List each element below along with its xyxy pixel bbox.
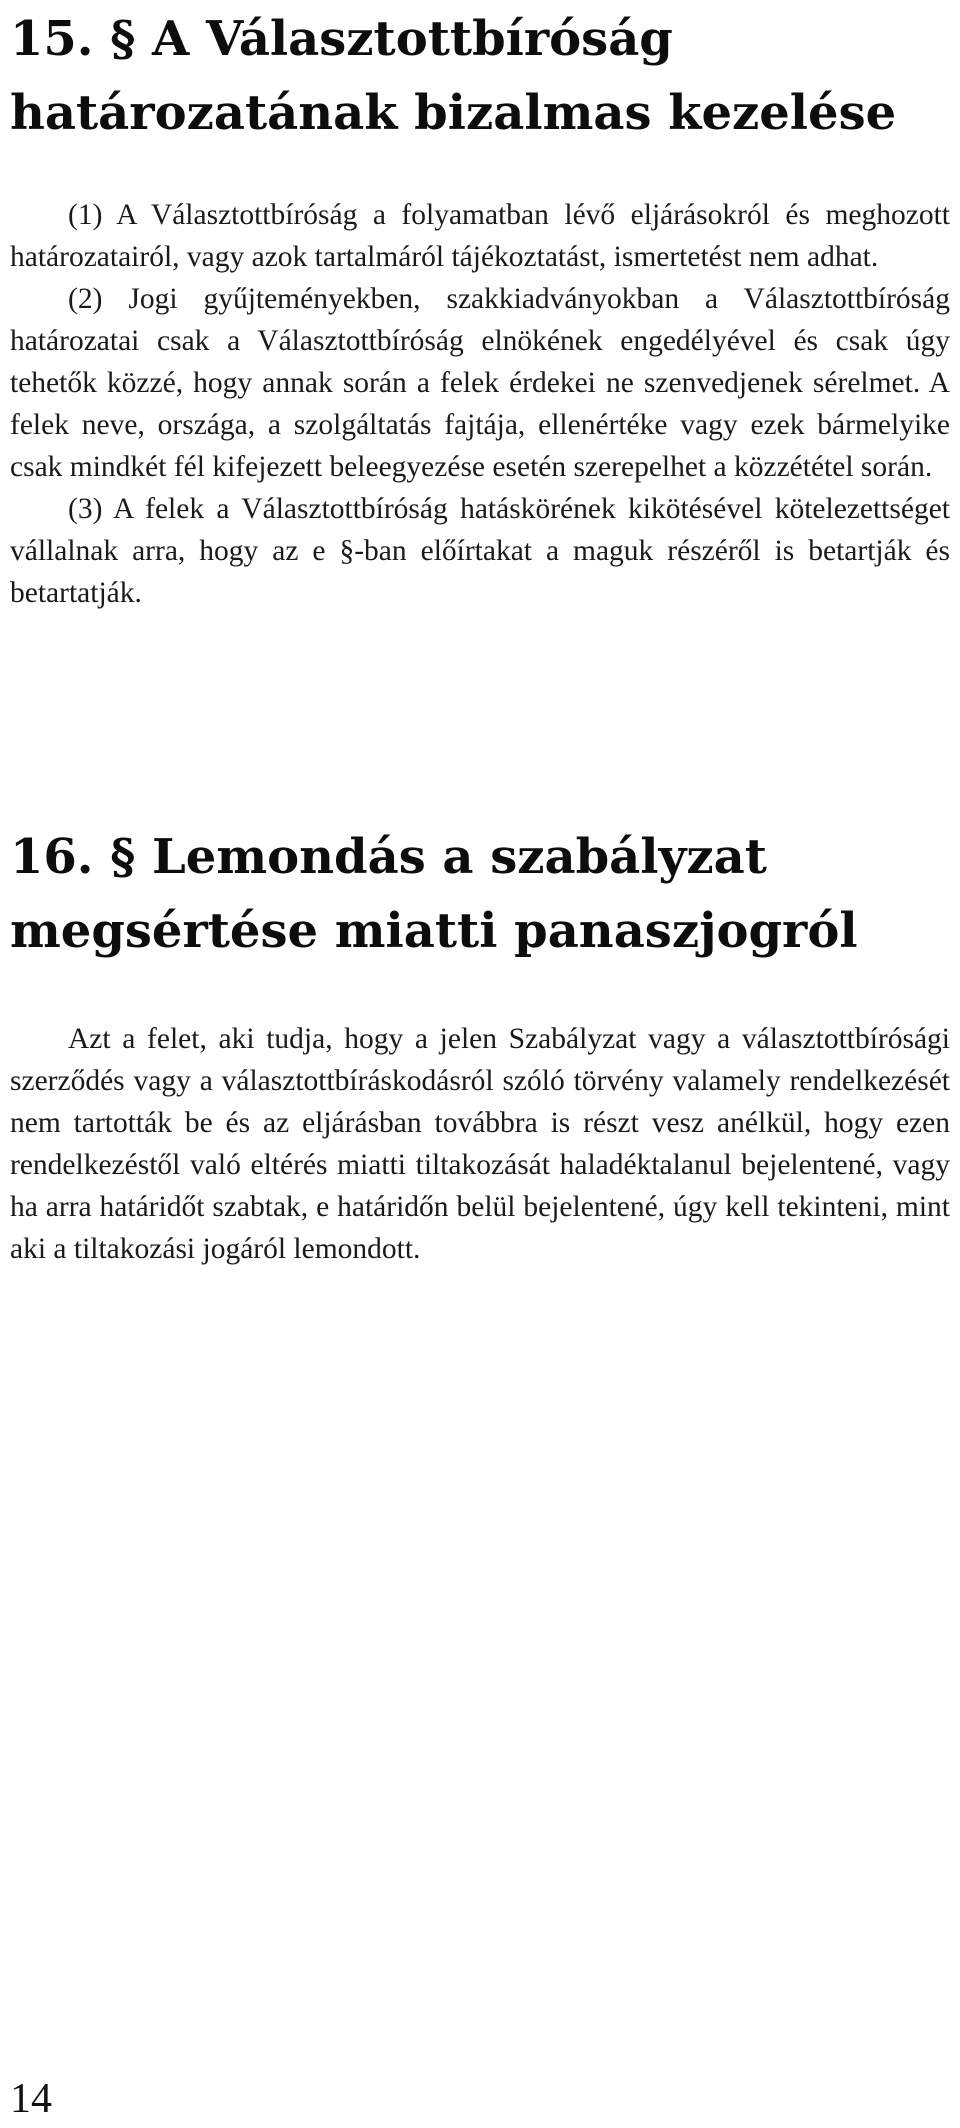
section-heading — [10, 2, 950, 150]
section-heading-line-1: 16. § Lemondás a szabályzat — [10, 829, 767, 885]
section-16 — [10, 820, 950, 1270]
section-heading-line-2: megsértése miatti panaszjogról — [10, 903, 858, 959]
document-page — [10, 0, 950, 2128]
paragraph: (3) A felek a Választottbíróság hatáskörének kikötésével kötelezettséget vállalnak arra, hogy az e §-ban előírtakat a maguk részéről is betartják és betartatják. — [10, 493, 950, 609]
paragraph: (2) Jogi gyűjteményekben, szakkiadványokban a Választottbíróság határozatai csak a Választottbíróság elnökének engedélyével és csak úgy tehetők közzé, hogy annak során a felek érdekei ne szenvedjenek sérelmet. A felek neve, országa, a szolgáltatás fajtája, ellenértéke vagy ezek bármelyike csak mindkét fél kifejezett beleegyezése esetén szerepelhet a közzététel során. — [10, 283, 950, 483]
paragraph: (1) A Választottbíróság a folyamatban lévő eljárásokról és meghozott határozatairól, vagy azok tartalmáról tájékoztatást, ismertetést nem adhat. — [10, 199, 950, 273]
section-heading-line-2: határozatának bizalmas kezelése — [10, 85, 897, 141]
section-heading — [10, 820, 950, 968]
section-body — [10, 1018, 950, 1270]
page-number: 14 — [10, 2076, 52, 2122]
paragraph: Azt a felet, aki tudja, hogy a jelen Szabályzat vagy a választottbírósági szerződés vagy a választottbíráskodásról szóló törvény valamely rendelkezését nem tartották be és az eljárásban továbbra is részt vesz anélkül, hogy ezen rendelkezéstől való eltérés miatti tiltakozását haladéktalanul bejelentené, vagy ha arra határidőt szabtak, e határidőn belül bejelentené, úgy kell tekinteni, mint aki a tiltakozási jogáról lemondott. — [10, 1023, 950, 1265]
section-15 — [10, 2, 950, 614]
section-heading-line-1: 15. § A Választottbíróság — [10, 11, 673, 67]
section-body — [10, 194, 950, 614]
